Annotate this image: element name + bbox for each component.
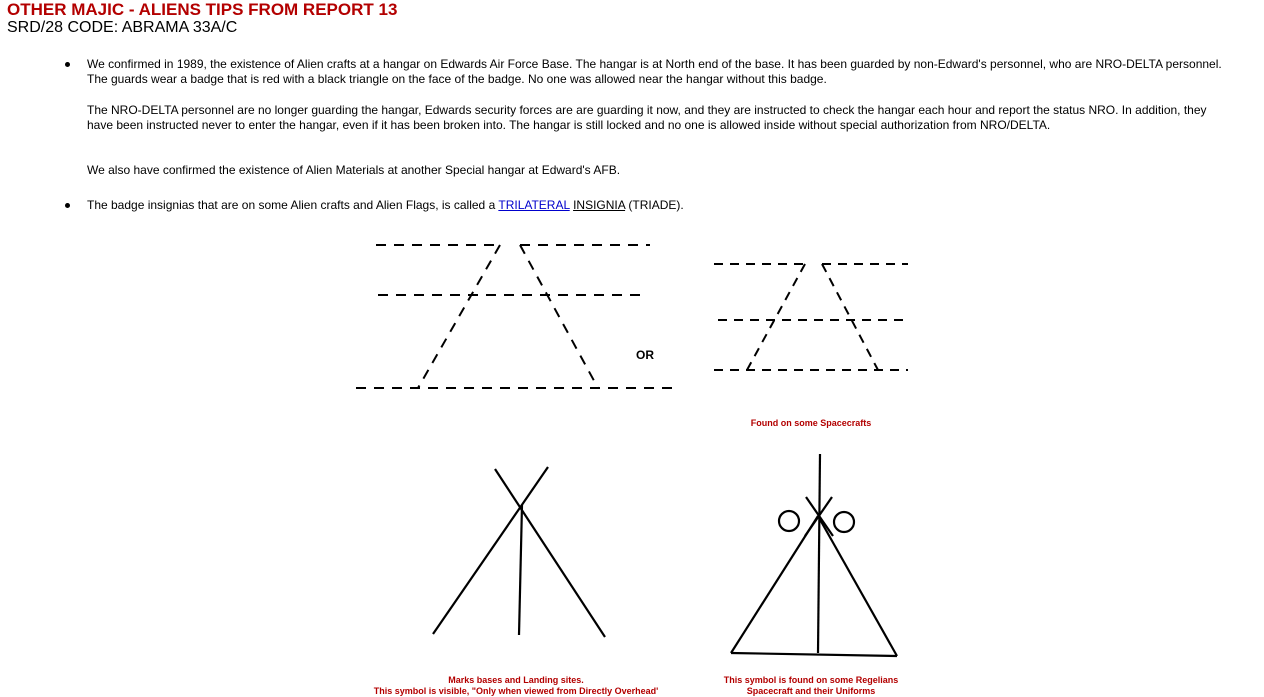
trilateral-insignia-small xyxy=(714,264,908,370)
trilateral-link[interactable]: TRILATERAL xyxy=(498,198,570,212)
caption-spacecrafts xyxy=(711,418,911,429)
page-subtitle: SRD/28 CODE: ABRAMA 33A/C xyxy=(7,19,238,36)
caption-bases-line1: Marks bases and Landing sites. xyxy=(448,675,584,685)
insignia-link[interactable]: INSIGNIA xyxy=(573,198,626,212)
paragraph-nro-delta: The NRO-DELTA personnel are no longer guarding the hangar, Edwards security forces are are guarding it now, and they are instructed to check the hangar each hour and report the status NRO. In addition, they have been instructed never to enter the hangar, even if it has been broken into. The hangar is still locked and no one is allowed inside without special authorization from NRO/DELTA. xyxy=(87,103,1207,132)
trilateral-insignia-large xyxy=(356,245,680,388)
caption-regelians xyxy=(691,675,931,697)
paragraph-alien-materials: We also have confirmed the existence of Alien Materials at another Special hangar at Edward's AFB. xyxy=(87,163,621,177)
caption-regelians-line2: Spacecraft and their Uniforms xyxy=(746,686,876,696)
landing-site-symbol xyxy=(433,467,605,637)
caption-spacecrafts-text: Found on some Spacecrafts xyxy=(750,418,872,428)
regelian-symbol xyxy=(731,454,897,656)
caption-bases-line2: This symbol is visible, "Only when viewed from Directly Overhead' xyxy=(373,686,659,696)
paragraph-hangar-confirmation: We confirmed in 1989, the existence of Alien crafts at a hangar on Edwards Air Force Base. The hangar is at North end of the base. It has been guarded by non-Edward's personnel, who are NRO-DELTA personnel. The guards wear a badge that is red with a black triangle on the face of the badge. No one was allowed near the hangar without this badge. xyxy=(87,57,1222,86)
badge-insignias-text: The badge insignias that are on some Alien crafts and Alien Flags, is called a xyxy=(87,198,499,212)
caption-regelians-line1: This symbol is found on some Regelians xyxy=(723,675,899,685)
or-label: OR xyxy=(636,348,654,362)
triade-text: (TRIADE). xyxy=(625,198,684,212)
page-title: OTHER MAJIC - ALIENS TIPS FROM REPORT 13 xyxy=(7,0,398,19)
caption-bases xyxy=(336,675,696,697)
